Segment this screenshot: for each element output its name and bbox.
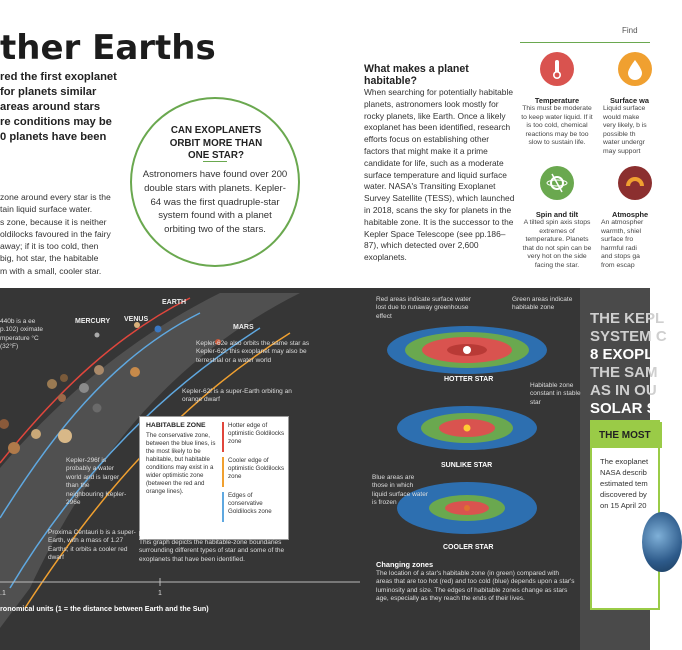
- exoplanet-marker: [60, 374, 68, 382]
- kepler-line: AS IN OU: [590, 382, 657, 399]
- zone-note: Habitable zone constant in stable star: [530, 382, 581, 406]
- mercury-marker: [95, 333, 100, 338]
- planet-label: MARS: [233, 324, 254, 331]
- callout-heading: CAN EXOPLANETS ORBIT MORE THAN ONE STAR?: [169, 125, 263, 161]
- planet-label: VENUS: [124, 316, 149, 323]
- water-drop-icon: [618, 52, 652, 86]
- graph-note: Proxima Centauri b is a super-Earth, with a mass of 1.27 Earths; it orbits a cooler red dwarf: [48, 529, 136, 562]
- kepler-62f-marker: [130, 367, 140, 377]
- graph-caption-heading: Potentially habitable planets: [139, 529, 237, 538]
- kepler-line: SOLAR SY: [590, 400, 667, 417]
- intro-lead: [0, 70, 140, 145]
- factor-text: A tilted spin axis stops extremes of temperature. Planets that do not spin can be very hot on the side facing the star.: [522, 219, 592, 269]
- thermometer-icon: [540, 52, 574, 86]
- exoplanet-image: [642, 512, 682, 572]
- factor-label: Spin and tilt: [535, 210, 579, 219]
- graph-note: Kepler-62e also orbits the same star as Kepler-62f; this exoplanet may also be terrestrial or a water world: [196, 340, 310, 364]
- exoplanet-marker: [79, 383, 89, 393]
- changing-zones-body: The location of a star's habitable zone (in green) compared with areas that are too hot (red) and too cold (blue) depends upon a star's luminosity and size. The edges of habitable zones change as stars age, especially as they reach the ends of their lives.: [376, 570, 575, 603]
- zone-diagrams: [380, 310, 570, 555]
- sunlike-star-diagram: [397, 406, 537, 450]
- orange-swatch: [222, 457, 224, 487]
- habitable-body: When searching for potentially habitable planets, astronomers look mostly for rocky planets, like Earth. Once a likely exoplanet has been identified, research efforts focus on establishing other factors that might make it a prime candidate for life, such as a moderate surface temperature and liquid surface water. NASA's Transiting Exoplanet Survey Satellite (TESS), which launched in 2018, scans the sky for planets in the habitable zone. It is the successor to the Kepler Space Telescope (see pp.186–87), which detected over 2,600 exoplanets.: [364, 87, 515, 263]
- intro-lead-line: areas around stars: [0, 101, 101, 113]
- planet-label: MERCURY: [75, 318, 111, 325]
- sunlike-star-label: SUNLIKE STAR: [441, 462, 493, 469]
- hotter-star-diagram: [387, 326, 547, 374]
- exoplanet-marker: [31, 429, 41, 439]
- red-swatch: [222, 422, 224, 452]
- exoplanet-marker: [94, 365, 104, 375]
- intro-lead-line: red the first exoplanet: [0, 71, 117, 83]
- intro-body-line: away; if it is too cold, then: [0, 241, 99, 252]
- intro-lead-line: for planets similar: [0, 86, 97, 98]
- most-habitable-box: [590, 420, 660, 610]
- zone-note: Green areas indicate habitable zone: [512, 296, 573, 312]
- exoplanet-marker: [58, 394, 66, 402]
- exoplanet-marker: [0, 419, 9, 429]
- zone-note: Red areas indicate surface water lost due to runaway greenhouse effect: [376, 296, 472, 320]
- intro-lead-line: 0 planets have been: [0, 131, 107, 143]
- exoplanet-marker: [8, 442, 20, 454]
- intro-body-line: zone around every star is the: [0, 192, 111, 202]
- graph-caption-body: This graph depicts the habitable-zone boundaries surrounding different types of star and some of the exoplanets that have been identified.: [139, 539, 285, 563]
- habitable-zone-legend: [139, 416, 289, 540]
- kepler-line: 8 EXOPLA: [590, 346, 665, 363]
- hotter-star-label: HOTTER STAR: [444, 376, 494, 383]
- legend-item: Cooler edge of optimistic Goldilocks zone: [228, 457, 285, 480]
- kepler-line: SYSTEM C: [590, 328, 667, 345]
- page-title: ther Earths: [0, 28, 216, 68]
- factor-text: Liquid surface would make very likely, b is possible th water undergr may support: [603, 105, 647, 155]
- tick-label: 1: [158, 590, 162, 597]
- exoplanet-marker: [47, 379, 57, 389]
- legend-item: Edges of conservative Goldilocks zone: [228, 492, 272, 515]
- legend-item: Hotter edge of optimistic Goldilocks zone: [228, 422, 285, 445]
- atmosphere-icon: [618, 166, 652, 200]
- factor-label: Atmosphe: [612, 210, 649, 219]
- kepler-line: THE KEPL: [590, 310, 665, 327]
- intro-lead-line: re conditions may be: [0, 116, 112, 128]
- tick-label: .1: [0, 590, 6, 597]
- callout-body: Astronomers have found over 200 double stars with planets. Kepler-64 was the first quadruple-star system found with a planet orbiting two of the stars.: [142, 169, 288, 236]
- find-tab[interactable]: Find: [622, 26, 638, 35]
- intro-body-line: oldilocks favoured in the fairy: [0, 228, 111, 239]
- exoplanet-marker: [93, 404, 102, 413]
- intro-body-line: s zone, because it is neither: [0, 216, 107, 227]
- kepler-line: THE SAM: [590, 364, 658, 381]
- graph-note: Kepler-296f is probably a water world and is larger than the neighbouring Kepler-296e: [66, 457, 127, 507]
- factor-text: This must be moderate to keep water liquid. If it is too cold, chemical reactions may be too slow to sustain life.: [521, 105, 593, 147]
- intro-body-line: m with a small, cooler star.: [0, 265, 102, 276]
- factor-label: Surface wa: [610, 96, 650, 105]
- kepler-callout: [590, 310, 667, 418]
- changing-zones-heading: Changing zones: [376, 560, 434, 569]
- habitable-heading: What makes a planet habitable?: [364, 63, 469, 87]
- factor-text: An atmospher warmth, shiel surface fro harmful radi and stops ga from escap: [601, 219, 644, 269]
- spin-tilt-icon: [540, 166, 574, 200]
- intro-body: [0, 191, 135, 277]
- intro-body-line: big, hot star, the habitable: [0, 253, 99, 264]
- earth-marker: [155, 326, 162, 333]
- graph-note: 440b is a ee p.102) oximate mperature °C (32°F): [0, 318, 43, 351]
- most-body: The exoplanet NASA describ estimated tem discovered by on 15 April 20: [600, 457, 649, 510]
- zone-note: Blue areas are those in which liquid surface water is frozen: [372, 474, 428, 507]
- factor-label: Temperature: [534, 96, 580, 105]
- cooler-star-label: COOLER STAR: [443, 544, 494, 551]
- callout-divider: [203, 161, 227, 162]
- legend-body: The conservative zone, between the blue lines, is the most likely to be habitable, but habitable conditions may exist in a wider optimistic zone (between the red and orange lines).: [146, 432, 216, 495]
- green-rule: [520, 42, 650, 43]
- x-axis-label: ronomical units (1 = the distance between Earth and the Sun): [0, 604, 209, 613]
- graph-note: Kepler-62f is a super-Earth orbiting an orange dwarf: [182, 388, 292, 404]
- kepler-296f-marker: [58, 429, 72, 443]
- blue-swatch: [222, 492, 224, 522]
- planet-label: EARTH: [162, 299, 187, 306]
- legend-heading: HABITABLE ZONE: [146, 422, 206, 429]
- intro-body-line: tain liquid surface water.: [0, 204, 93, 215]
- most-heading: THE MOST: [599, 430, 651, 441]
